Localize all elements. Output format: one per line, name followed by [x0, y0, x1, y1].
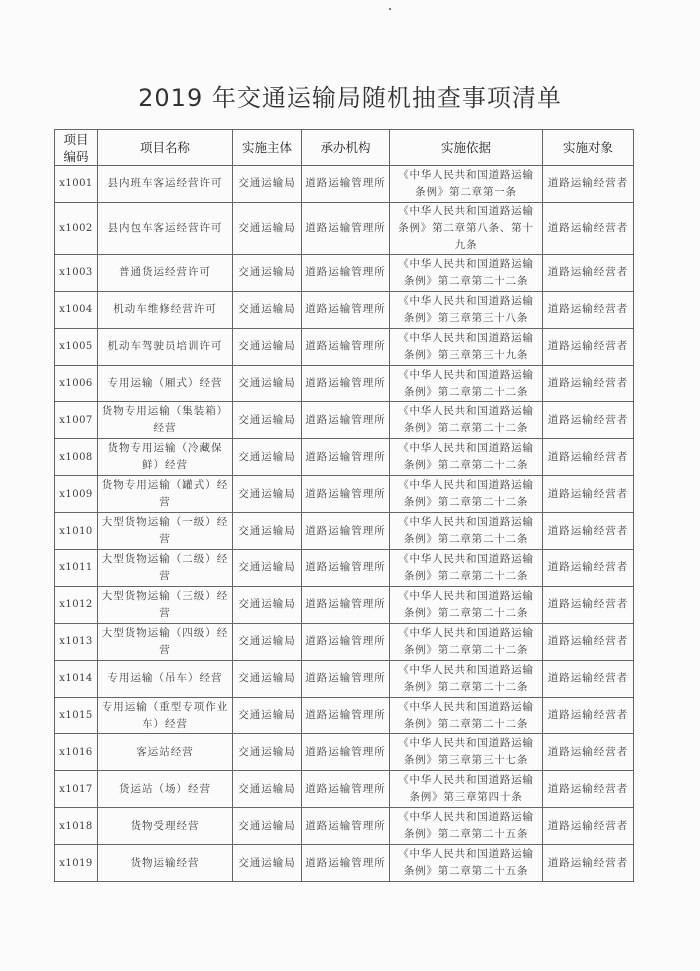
cell-basis: 《中华人民共和国道路运输条例》第二章第二十二条: [390, 513, 543, 550]
cell-agency: 道路运输管理所: [302, 808, 390, 845]
cell-target: 道路运输经营者: [543, 623, 634, 660]
cell-target: 道路运输经营者: [543, 771, 634, 808]
cell-agency: 道路运输管理所: [302, 734, 390, 771]
cell-agency: 道路运输管理所: [302, 328, 390, 365]
cell-basis: 《中华人民共和国道路运输条例》第三章第三十七条: [390, 734, 543, 771]
header-subject: 实施主体: [233, 130, 302, 166]
header-target: 实施对象: [543, 130, 634, 166]
cell-agency: 道路运输管理所: [302, 697, 390, 734]
cell-name: 货物专用运输（冷藏保鲜）经营: [98, 439, 233, 476]
table-row: [55, 439, 634, 476]
cell-name: 货物受理经营: [98, 808, 233, 845]
cell-agency: 道路运输管理所: [302, 439, 390, 476]
cell-code: x1002: [55, 202, 98, 254]
cell-subject: 交通运输局: [233, 660, 302, 697]
table-row: [55, 402, 634, 439]
cell-name: 货物专用运输（集装箱）经营: [98, 402, 233, 439]
cell-name: 大型货物运输（四级）经营: [98, 623, 233, 660]
cell-agency: 道路运输管理所: [302, 402, 390, 439]
cell-code: x1010: [55, 513, 98, 550]
cell-agency: 道路运输管理所: [302, 586, 390, 623]
cell-name: 专用运输（吊车）经营: [98, 660, 233, 697]
cell-agency: 道路运输管理所: [302, 291, 390, 328]
header-agency: 承办机构: [302, 130, 390, 166]
cell-subject: 交通运输局: [233, 623, 302, 660]
cell-name: 专用运输（厢式）经营: [98, 365, 233, 402]
cell-code: x1001: [55, 166, 98, 203]
cell-subject: 交通运输局: [233, 550, 302, 587]
cell-basis: 《中华人民共和国道路运输条例》第二章第二十二条: [390, 402, 543, 439]
cell-target: 道路运输经营者: [543, 550, 634, 587]
cell-target: 道路运输经营者: [543, 586, 634, 623]
cell-subject: 交通运输局: [233, 808, 302, 845]
cell-agency: 道路运输管理所: [302, 166, 390, 203]
table-row: [55, 771, 634, 808]
cell-target: 道路运输经营者: [543, 513, 634, 550]
cell-subject: 交通运输局: [233, 586, 302, 623]
cell-basis: 《中华人民共和国道路运输条例》第二章第二十二条: [390, 439, 543, 476]
cell-code: x1016: [55, 734, 98, 771]
cell-code: x1003: [55, 254, 98, 291]
table-row: [55, 365, 634, 402]
cell-code: x1009: [55, 476, 98, 513]
cell-basis: 《中华人民共和国道路运输条例》第三章第四十条: [390, 771, 543, 808]
table-row: [55, 291, 634, 328]
cell-target: 道路运输经营者: [543, 328, 634, 365]
cell-name: 大型货物运输（三级）经营: [98, 586, 233, 623]
cell-code: x1007: [55, 402, 98, 439]
cell-code: x1005: [55, 328, 98, 365]
cell-basis: 《中华人民共和国道路运输条例》第二章第二十二条: [390, 660, 543, 697]
cell-subject: 交通运输局: [233, 365, 302, 402]
cell-code: x1011: [55, 550, 98, 587]
table-row: [55, 166, 634, 203]
cell-code: x1019: [55, 845, 98, 882]
cell-target: 道路运输经营者: [543, 166, 634, 203]
cell-subject: 交通运输局: [233, 513, 302, 550]
cell-basis: 《中华人民共和国道路运输条例》第三章第三十九条: [390, 328, 543, 365]
cell-target: 道路运输经营者: [543, 697, 634, 734]
cell-code: x1018: [55, 808, 98, 845]
cell-agency: 道路运输管理所: [302, 845, 390, 882]
cell-code: x1015: [55, 697, 98, 734]
table-row: [55, 660, 634, 697]
table-row: [55, 697, 634, 734]
cell-basis: 《中华人民共和国道路运输条例》第二章第二十二条: [390, 476, 543, 513]
cell-code: x1004: [55, 291, 98, 328]
cell-subject: 交通运输局: [233, 771, 302, 808]
cell-code: x1013: [55, 623, 98, 660]
inspection-items-table: [54, 129, 634, 882]
header-name: 项目名称: [98, 130, 233, 166]
cell-agency: 道路运输管理所: [302, 771, 390, 808]
cell-basis: 《中华人民共和国道路运输条例》第二章第一条: [390, 166, 543, 203]
table-row: [55, 550, 634, 587]
cell-subject: 交通运输局: [233, 328, 302, 365]
cell-code: x1006: [55, 365, 98, 402]
scan-speck: [389, 8, 391, 10]
cell-target: 道路运输经营者: [543, 476, 634, 513]
cell-name: 货物运输经营: [98, 845, 233, 882]
cell-target: 道路运输经营者: [543, 845, 634, 882]
cell-basis: 《中华人民共和国道路运输条例》第二章第二十五条: [390, 808, 543, 845]
cell-basis: 《中华人民共和国道路运输条例》第二章第二十二条: [390, 550, 543, 587]
cell-name: 机动车维修经营许可: [98, 291, 233, 328]
cell-name: 货物专用运输（罐式）经营: [98, 476, 233, 513]
cell-agency: 道路运输管理所: [302, 365, 390, 402]
table-row: [55, 254, 634, 291]
cell-basis: 《中华人民共和国道路运输条例》第二章第二十五条: [390, 845, 543, 882]
cell-basis: 《中华人民共和国道路运输条例》第三章第三十八条: [390, 291, 543, 328]
table-row: [55, 808, 634, 845]
cell-name: 普通货运经营许可: [98, 254, 233, 291]
cell-subject: 交通运输局: [233, 291, 302, 328]
cell-name: 县内班车客运经营许可: [98, 166, 233, 203]
cell-agency: 道路运输管理所: [302, 550, 390, 587]
cell-target: 道路运输经营者: [543, 808, 634, 845]
cell-basis: 《中华人民共和国道路运输条例》第二章第二十二条: [390, 623, 543, 660]
header-basis: 实施依据: [390, 130, 543, 166]
cell-subject: 交通运输局: [233, 166, 302, 203]
cell-name: 货运站（场）经营: [98, 771, 233, 808]
cell-subject: 交通运输局: [233, 402, 302, 439]
cell-code: x1017: [55, 771, 98, 808]
cell-name: 客运站经营: [98, 734, 233, 771]
table-row: [55, 586, 634, 623]
cell-name: 县内包车客运经营许可: [98, 202, 233, 254]
cell-agency: 道路运输管理所: [302, 513, 390, 550]
table-row: [55, 623, 634, 660]
cell-basis: 《中华人民共和国道路运输条例》第二章第二十二条: [390, 254, 543, 291]
cell-name: 大型货物运输（二级）经营: [98, 550, 233, 587]
cell-subject: 交通运输局: [233, 476, 302, 513]
page-title: 2019 年交通运输局随机抽查事项清单: [138, 84, 562, 112]
cell-subject: 交通运输局: [233, 845, 302, 882]
cell-target: 道路运输经营者: [543, 402, 634, 439]
table-row: [55, 734, 634, 771]
cell-target: 道路运输经营者: [543, 734, 634, 771]
table-row: [55, 513, 634, 550]
cell-target: 道路运输经营者: [543, 291, 634, 328]
cell-target: 道路运输经营者: [543, 202, 634, 254]
cell-agency: 道路运输管理所: [302, 254, 390, 291]
header-code: 项目编码: [55, 130, 98, 166]
cell-target: 道路运输经营者: [543, 365, 634, 402]
cell-subject: 交通运输局: [233, 439, 302, 476]
table-row: [55, 845, 634, 882]
cell-basis: 《中华人民共和国道路运输条例》第二章第八条、第十九条: [390, 202, 543, 254]
cell-code: x1008: [55, 439, 98, 476]
cell-target: 道路运输经营者: [543, 439, 634, 476]
cell-name: 专用运输（重型专项作业车）经营: [98, 697, 233, 734]
cell-subject: 交通运输局: [233, 254, 302, 291]
table-body: [55, 166, 634, 882]
cell-code: x1014: [55, 660, 98, 697]
cell-basis: 《中华人民共和国道路运输条例》第二章第二十二条: [390, 365, 543, 402]
table-row: [55, 328, 634, 365]
cell-target: 道路运输经营者: [543, 254, 634, 291]
cell-agency: 道路运输管理所: [302, 660, 390, 697]
cell-subject: 交通运输局: [233, 734, 302, 771]
table-row: [55, 202, 634, 254]
cell-name: 机动车驾驶员培训许可: [98, 328, 233, 365]
cell-agency: 道路运输管理所: [302, 476, 390, 513]
cell-agency: 道路运输管理所: [302, 623, 390, 660]
cell-target: 道路运输经营者: [543, 660, 634, 697]
cell-name: 大型货物运输（一级）经营: [98, 513, 233, 550]
cell-agency: 道路运输管理所: [302, 202, 390, 254]
cell-basis: 《中华人民共和国道路运输条例》第二章第二十二条: [390, 697, 543, 734]
table-row: [55, 476, 634, 513]
cell-code: x1012: [55, 586, 98, 623]
cell-subject: 交通运输局: [233, 697, 302, 734]
cell-subject: 交通运输局: [233, 202, 302, 254]
table-header-row: [55, 130, 634, 166]
cell-basis: 《中华人民共和国道路运输条例》第二章第二十二条: [390, 586, 543, 623]
